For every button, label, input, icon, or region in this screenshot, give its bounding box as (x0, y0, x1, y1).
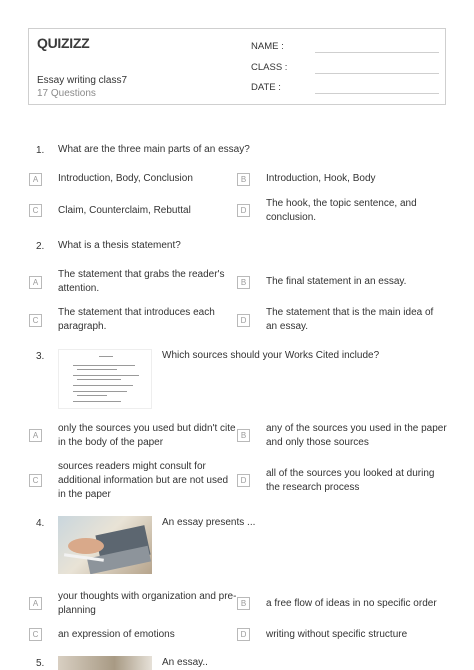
class-line (315, 73, 439, 74)
works-cited-thumbnail (58, 349, 152, 409)
q4-option-d-text: writing without specific structure (266, 629, 408, 640)
question-5-photo (58, 656, 152, 670)
date-label: DATE : (251, 82, 281, 93)
q4-option-b-box[interactable]: B (237, 597, 250, 610)
q3-option-b-box[interactable]: B (237, 429, 250, 442)
q2-option-a-box[interactable]: A (29, 276, 42, 289)
q1-option-c-box[interactable]: C (29, 204, 42, 217)
q3-option-a-box[interactable]: A (29, 429, 42, 442)
question-4-text: An essay presents ... (162, 517, 256, 528)
question-2-number: 2. (36, 241, 45, 252)
q3-option-b-text: any of the sources you used in the paper and only those sources (266, 423, 447, 448)
q3-option-a-text: only the sources you used but didn't cite in the body of the paper (58, 423, 236, 448)
q2-option-b-text: The final statement in an essay. (266, 276, 407, 287)
name-line (315, 52, 439, 53)
question-2-text: What is a thesis statement? (58, 240, 181, 251)
quizizz-logo: QUIZIZZ (37, 35, 90, 51)
q2-option-d-box[interactable]: D (237, 314, 250, 327)
q1-option-b-box[interactable]: B (237, 173, 250, 186)
q2-option-b-box[interactable]: B (237, 276, 250, 289)
class-label: CLASS : (251, 62, 288, 73)
worksheet-header (28, 28, 446, 105)
question-4-number: 4. (36, 518, 45, 529)
question-5-number: 5. (36, 658, 45, 669)
q2-option-a-text: The statement that grabs the reader's attention. (58, 269, 225, 294)
q3-option-c-box[interactable]: C (29, 474, 42, 487)
q1-option-c-text: Claim, Counterclaim, Rebuttal (58, 205, 191, 216)
q4-option-b-text: a free flow of ideas in no specific order (266, 598, 437, 609)
question-count: 17 Questions (37, 88, 96, 99)
q3-option-c-text: sources readers might consult for additional information but are not used in the paper (58, 461, 229, 500)
q4-option-d-box[interactable]: D (237, 628, 250, 641)
q1-option-d-box[interactable]: D (237, 204, 250, 217)
q4-option-a-box[interactable]: A (29, 597, 42, 610)
laptop-photo (58, 516, 152, 574)
q4-option-c-text: an expression of emotions (58, 629, 175, 640)
question-5-text: An essay.. (162, 657, 208, 668)
q4-option-a-text: your thoughts with organization and pre-planning (58, 591, 237, 616)
question-1-text: What are the three main parts of an essay? (58, 144, 250, 155)
q1-option-a-box[interactable]: A (29, 173, 42, 186)
worksheet-title: Essay writing class7 (37, 75, 128, 86)
question-3-text: Which sources should your Works Cited include? (162, 350, 380, 361)
q1-option-d-text: The hook, the topic sentence, and conclusion. (266, 198, 417, 223)
q4-option-c-box[interactable]: C (29, 628, 42, 641)
q3-option-d-text: all of the sources you looked at during the research process (266, 468, 435, 493)
q3-option-d-box[interactable]: D (237, 474, 250, 487)
q2-option-c-box[interactable]: C (29, 314, 42, 327)
date-line (315, 93, 439, 94)
q2-option-d-text: The statement that is the main idea of an essay. (266, 307, 434, 332)
question-1-number: 1. (36, 145, 45, 156)
q1-option-b-text: Introduction, Hook, Body (266, 173, 376, 184)
q1-option-a-text: Introduction, Body, Conclusion (58, 173, 193, 184)
name-label: NAME : (251, 41, 284, 52)
q2-option-c-text: The statement that introduces each paragraph. (58, 307, 215, 332)
question-3-number: 3. (36, 351, 45, 362)
